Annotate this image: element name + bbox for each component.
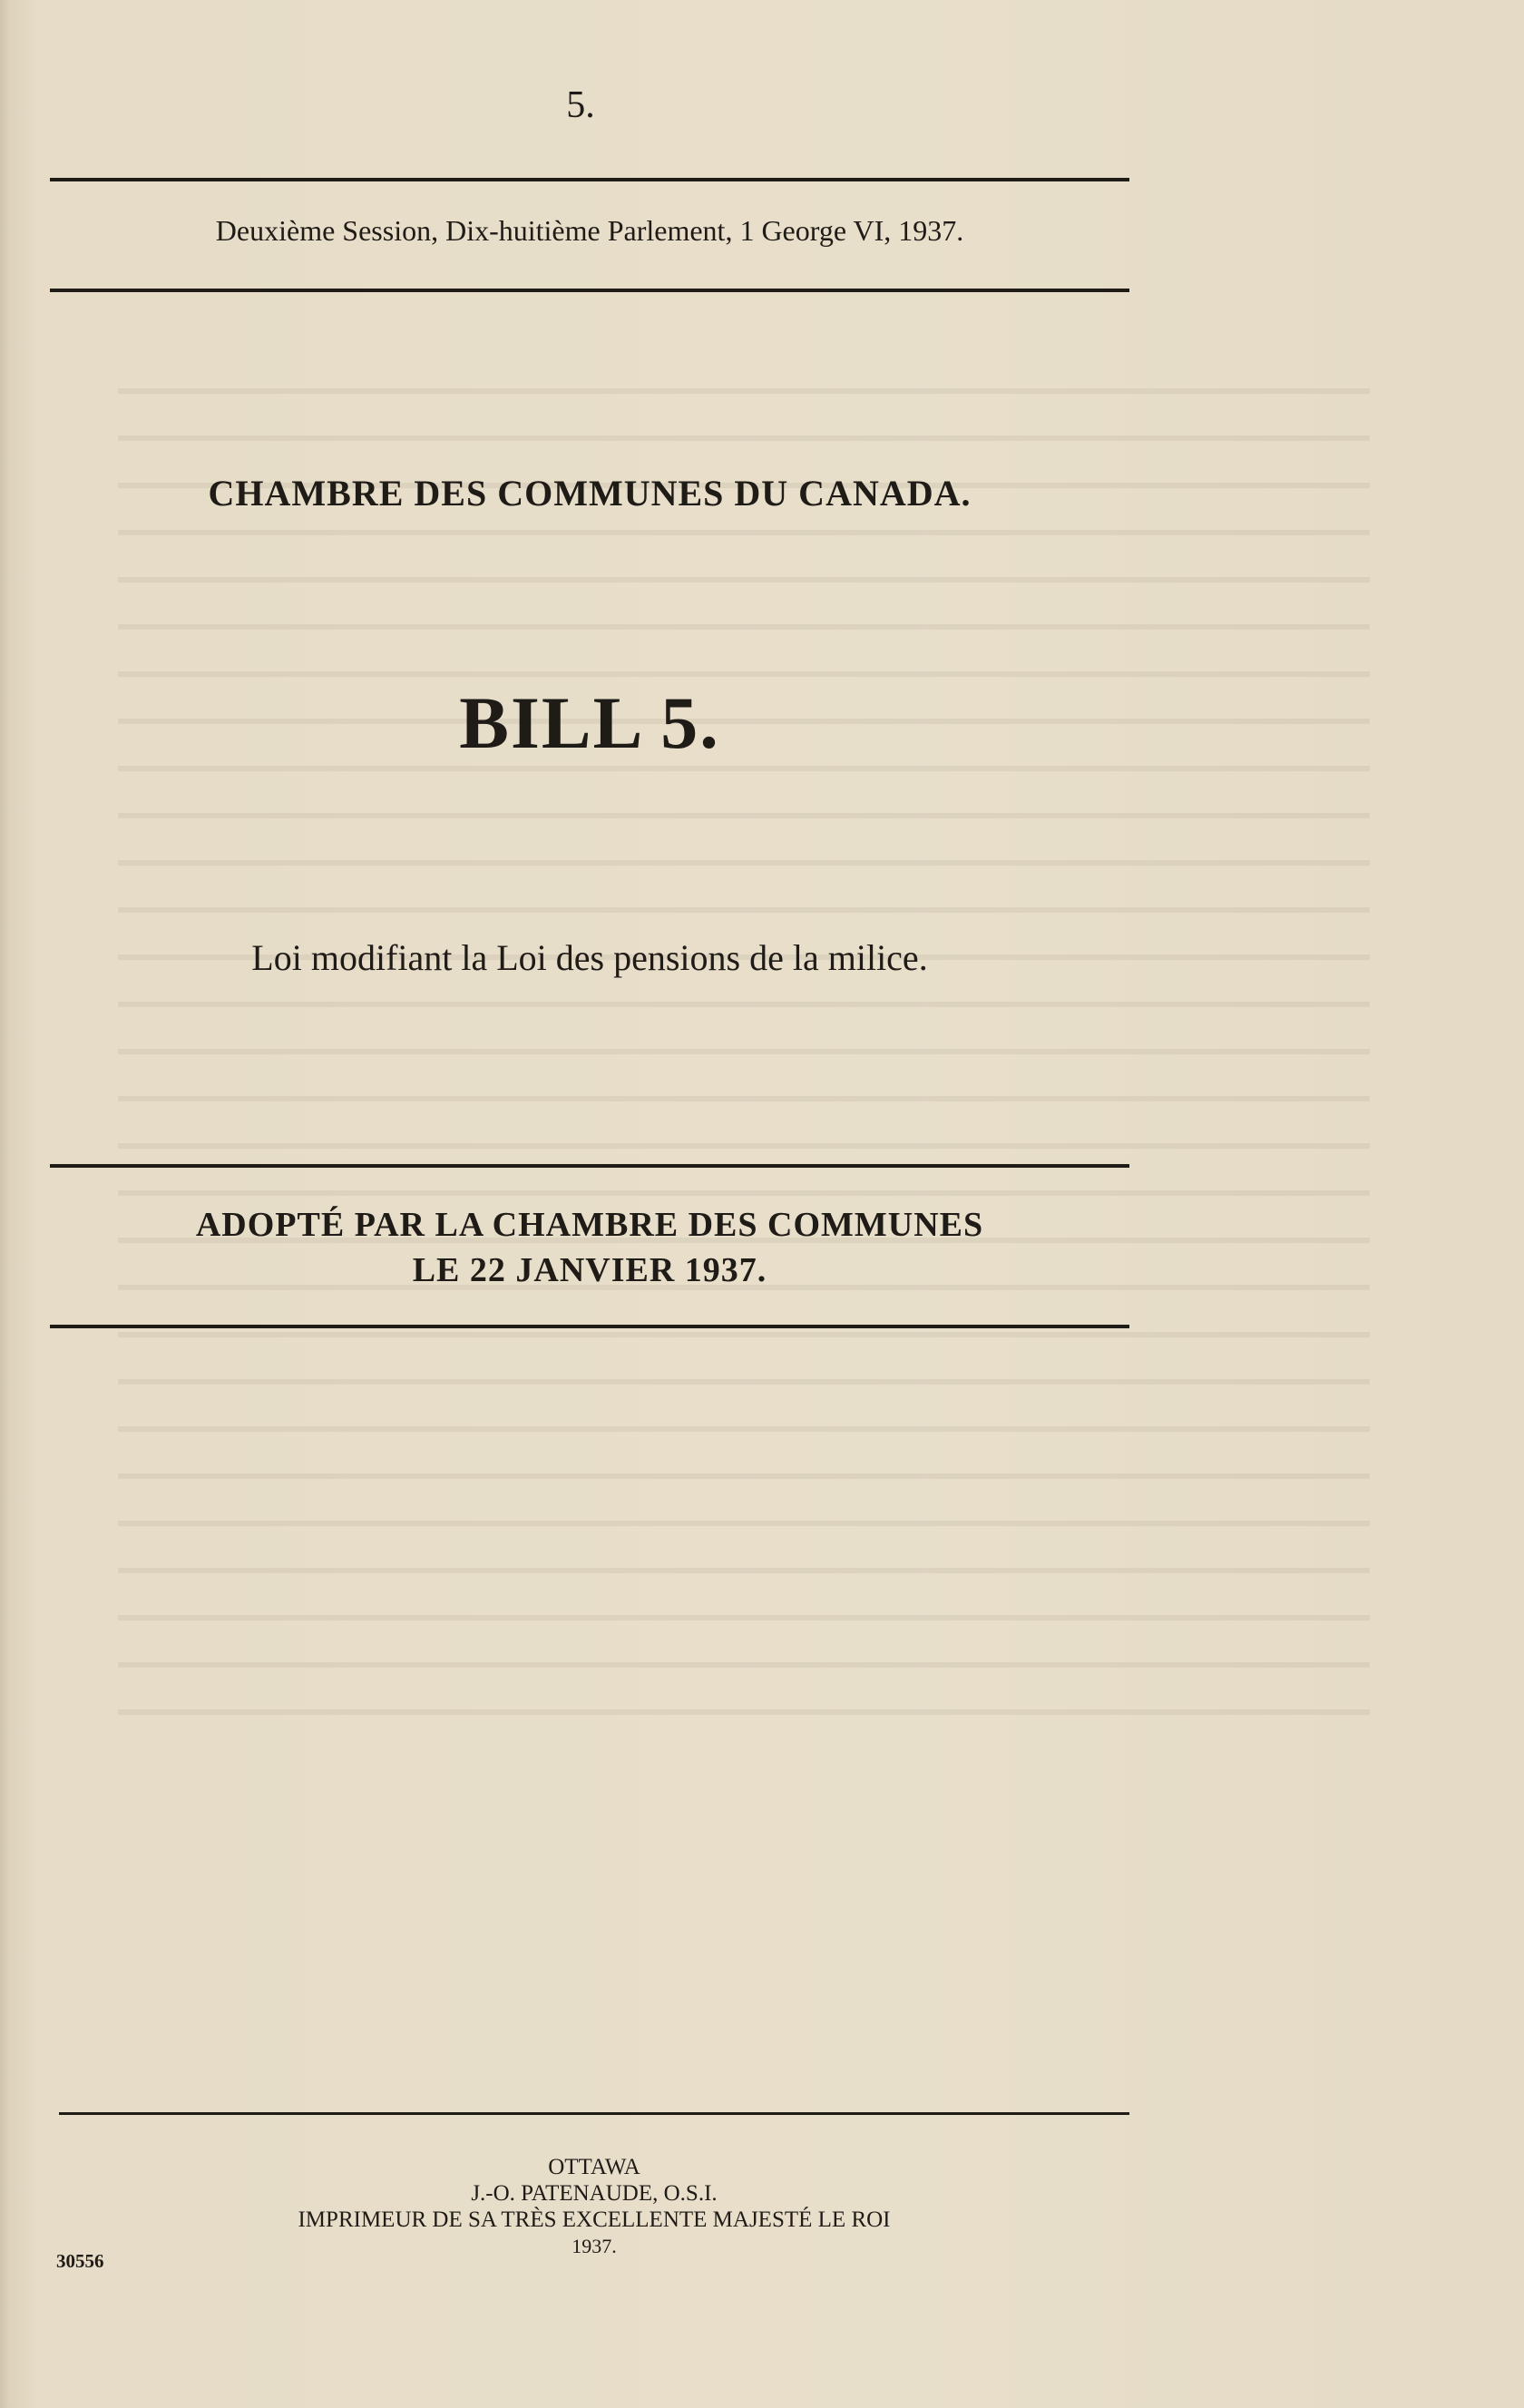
- adopted-notice: [50, 1202, 1129, 1293]
- imprint-printer: J.-O. PATENAUDE, O.S.I.: [471, 2181, 718, 2206]
- adopted-line-1: ADOPTÉ PAR LA CHAMBRE DES COMMUNES: [195, 1206, 984, 1244]
- bleed-through-texture: [118, 354, 1370, 1715]
- adopted-bottom-rule: [50, 1325, 1129, 1328]
- session-line: Deuxième Session, Dix-huitième Parlement, 1 George VI, 1937.: [215, 214, 964, 247]
- imprint-year: 1937.: [572, 2235, 617, 2257]
- session-bottom-rule: [50, 289, 1129, 292]
- imprint-rule: [59, 2112, 1129, 2115]
- chamber-heading: CHAMBRE DES COMMUNES DU CANADA.: [208, 473, 972, 514]
- imprint-city: OTTAWA: [548, 2155, 640, 2179]
- page-number: 5.: [566, 84, 595, 126]
- bill-subject: Loi modifiant la Loi des pensions de la milice.: [251, 937, 928, 978]
- job-number: 30556: [56, 2250, 104, 2272]
- imprint-block: [145, 2154, 1043, 2259]
- top-rule: [50, 178, 1129, 181]
- adopted-top-rule: [50, 1164, 1129, 1168]
- adopted-line-2: LE 22 JANVIER 1937.: [412, 1251, 767, 1289]
- bill-title: BILL 5.: [459, 681, 720, 764]
- imprint-title: IMPRIMEUR DE SA TRÈS EXCELLENTE MAJESTÉ LE ROI: [298, 2207, 891, 2232]
